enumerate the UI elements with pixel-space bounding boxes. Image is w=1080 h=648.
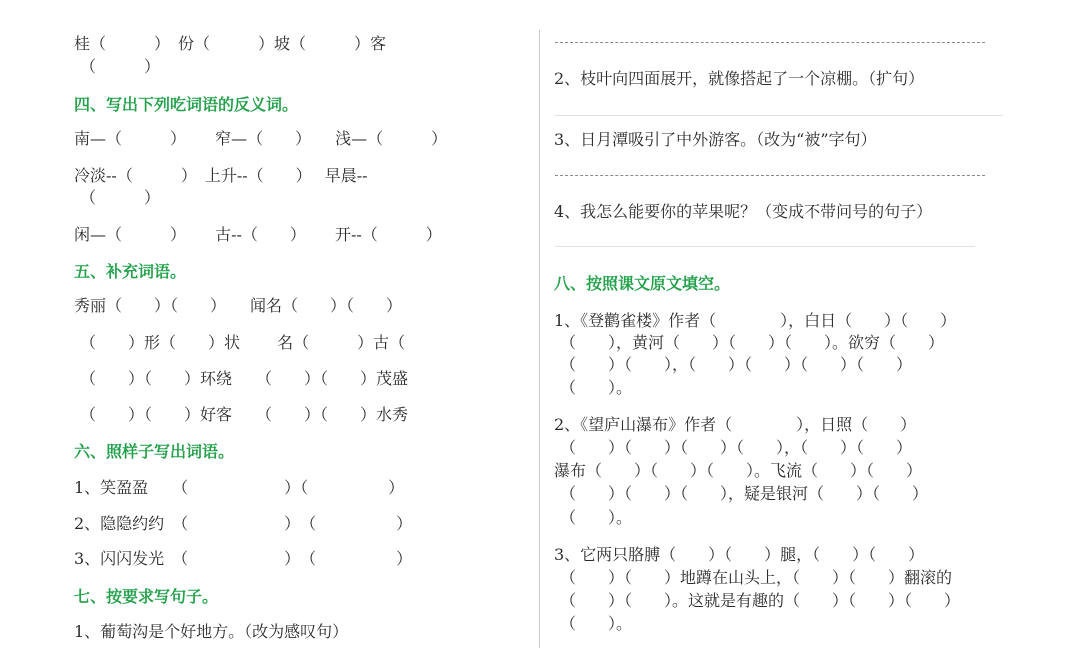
word-line: （ ） [80,57,161,76]
sentence-task: 1、葡萄沟是个好地方。（改为感叹句） [74,622,349,641]
poem-line: （ ）（ ）（ ）（ ），（ ）（ ） [560,438,913,457]
pattern-line: 2、隐隐约约 （ ） （ ） [74,514,413,533]
section-heading-6: 六、照样子写出词语。 [74,442,235,461]
poem-line: 瀑布（ ）（ ）（ ）。飞流（ ）（ ） [554,461,923,480]
passage-line: （ ）（ ）地蹲在山头上，（ ）（ ）翻滚的 [560,568,953,587]
poem-line: （ ）（ ），（ ）（ ）（ ）（ ） [560,355,913,374]
fill-word-line: （ ）形（ ）状 名（ ）古（ [80,333,438,352]
poem-line: （ ）。 [560,508,633,527]
section-heading-7: 七、按要求写句子。 [74,587,219,606]
passage-line: （ ）（ ）。这就是有趣的（ ）（ ）（ ） [560,591,961,610]
pattern-line: 1、笑盈盈 （ ）（ ） [74,478,405,497]
antonym-line: 闲—（ ） 古--（ ） 开--（ ） [74,225,442,244]
answer-line [555,175,985,176]
poem-line: 2、《望庐山瀑布》作者（ ），日照（ ） [554,415,917,434]
poem-line: （ ），黄河（ ）（ ）（ ）。欲穷（ ） [560,333,945,352]
antonym-line: 南—（ ） 窄—（ ） 浅—（ ） [74,129,448,148]
fill-word-line: （ ）（ ）环绕 （ ）（ ）茂盛 [80,369,409,388]
poem-line: （ ）。 [560,378,633,397]
sentence-task: 2、枝叶向四面展开，就像搭起了一个凉棚。（扩句） [554,69,925,88]
poem-line: （ ）（ ）（ ），疑是银河（ ）（ ） [560,484,929,503]
answer-line [555,42,985,43]
right-column [541,0,1080,648]
passage-line: 3、它两只胳膊（ ）（ ）腿，（ ）（ ） [554,545,925,564]
pattern-line: 3、闪闪发光 （ ） （ ） [74,549,413,568]
poem-line: 1、《登鹳雀楼》作者（ ），白日（ ）（ ） [554,311,957,330]
sentence-task: 3、日月潭吸引了中外游客。（改为“被”字句） [554,130,877,149]
answer-line [555,115,1003,116]
section-heading-4: 四、写出下列吃词语的反义词。 [74,95,299,114]
passage-line: （ ）。 [560,614,633,633]
antonym-line: 冷淡--（ ） 上升--（ ） 早晨-- [74,166,368,185]
fill-word-line: 秀丽（ ）（ ） 闻名（ ）（ ） [74,296,403,315]
section-heading-8: 八、按照课文原文填空。 [554,274,731,293]
fill-word-line: （ ）（ ）好客 （ ）（ ）水秀 [80,405,409,424]
antonym-line: （ ） [80,188,161,207]
sentence-task: 4、我怎么能要你的苹果呢？（变成不带问号的句子） [554,202,933,221]
section-heading-5: 五、补充词语。 [74,262,187,281]
word-line: 桂（ ） 份（ ）坡（ ）客 [74,34,387,53]
answer-line [555,246,975,247]
